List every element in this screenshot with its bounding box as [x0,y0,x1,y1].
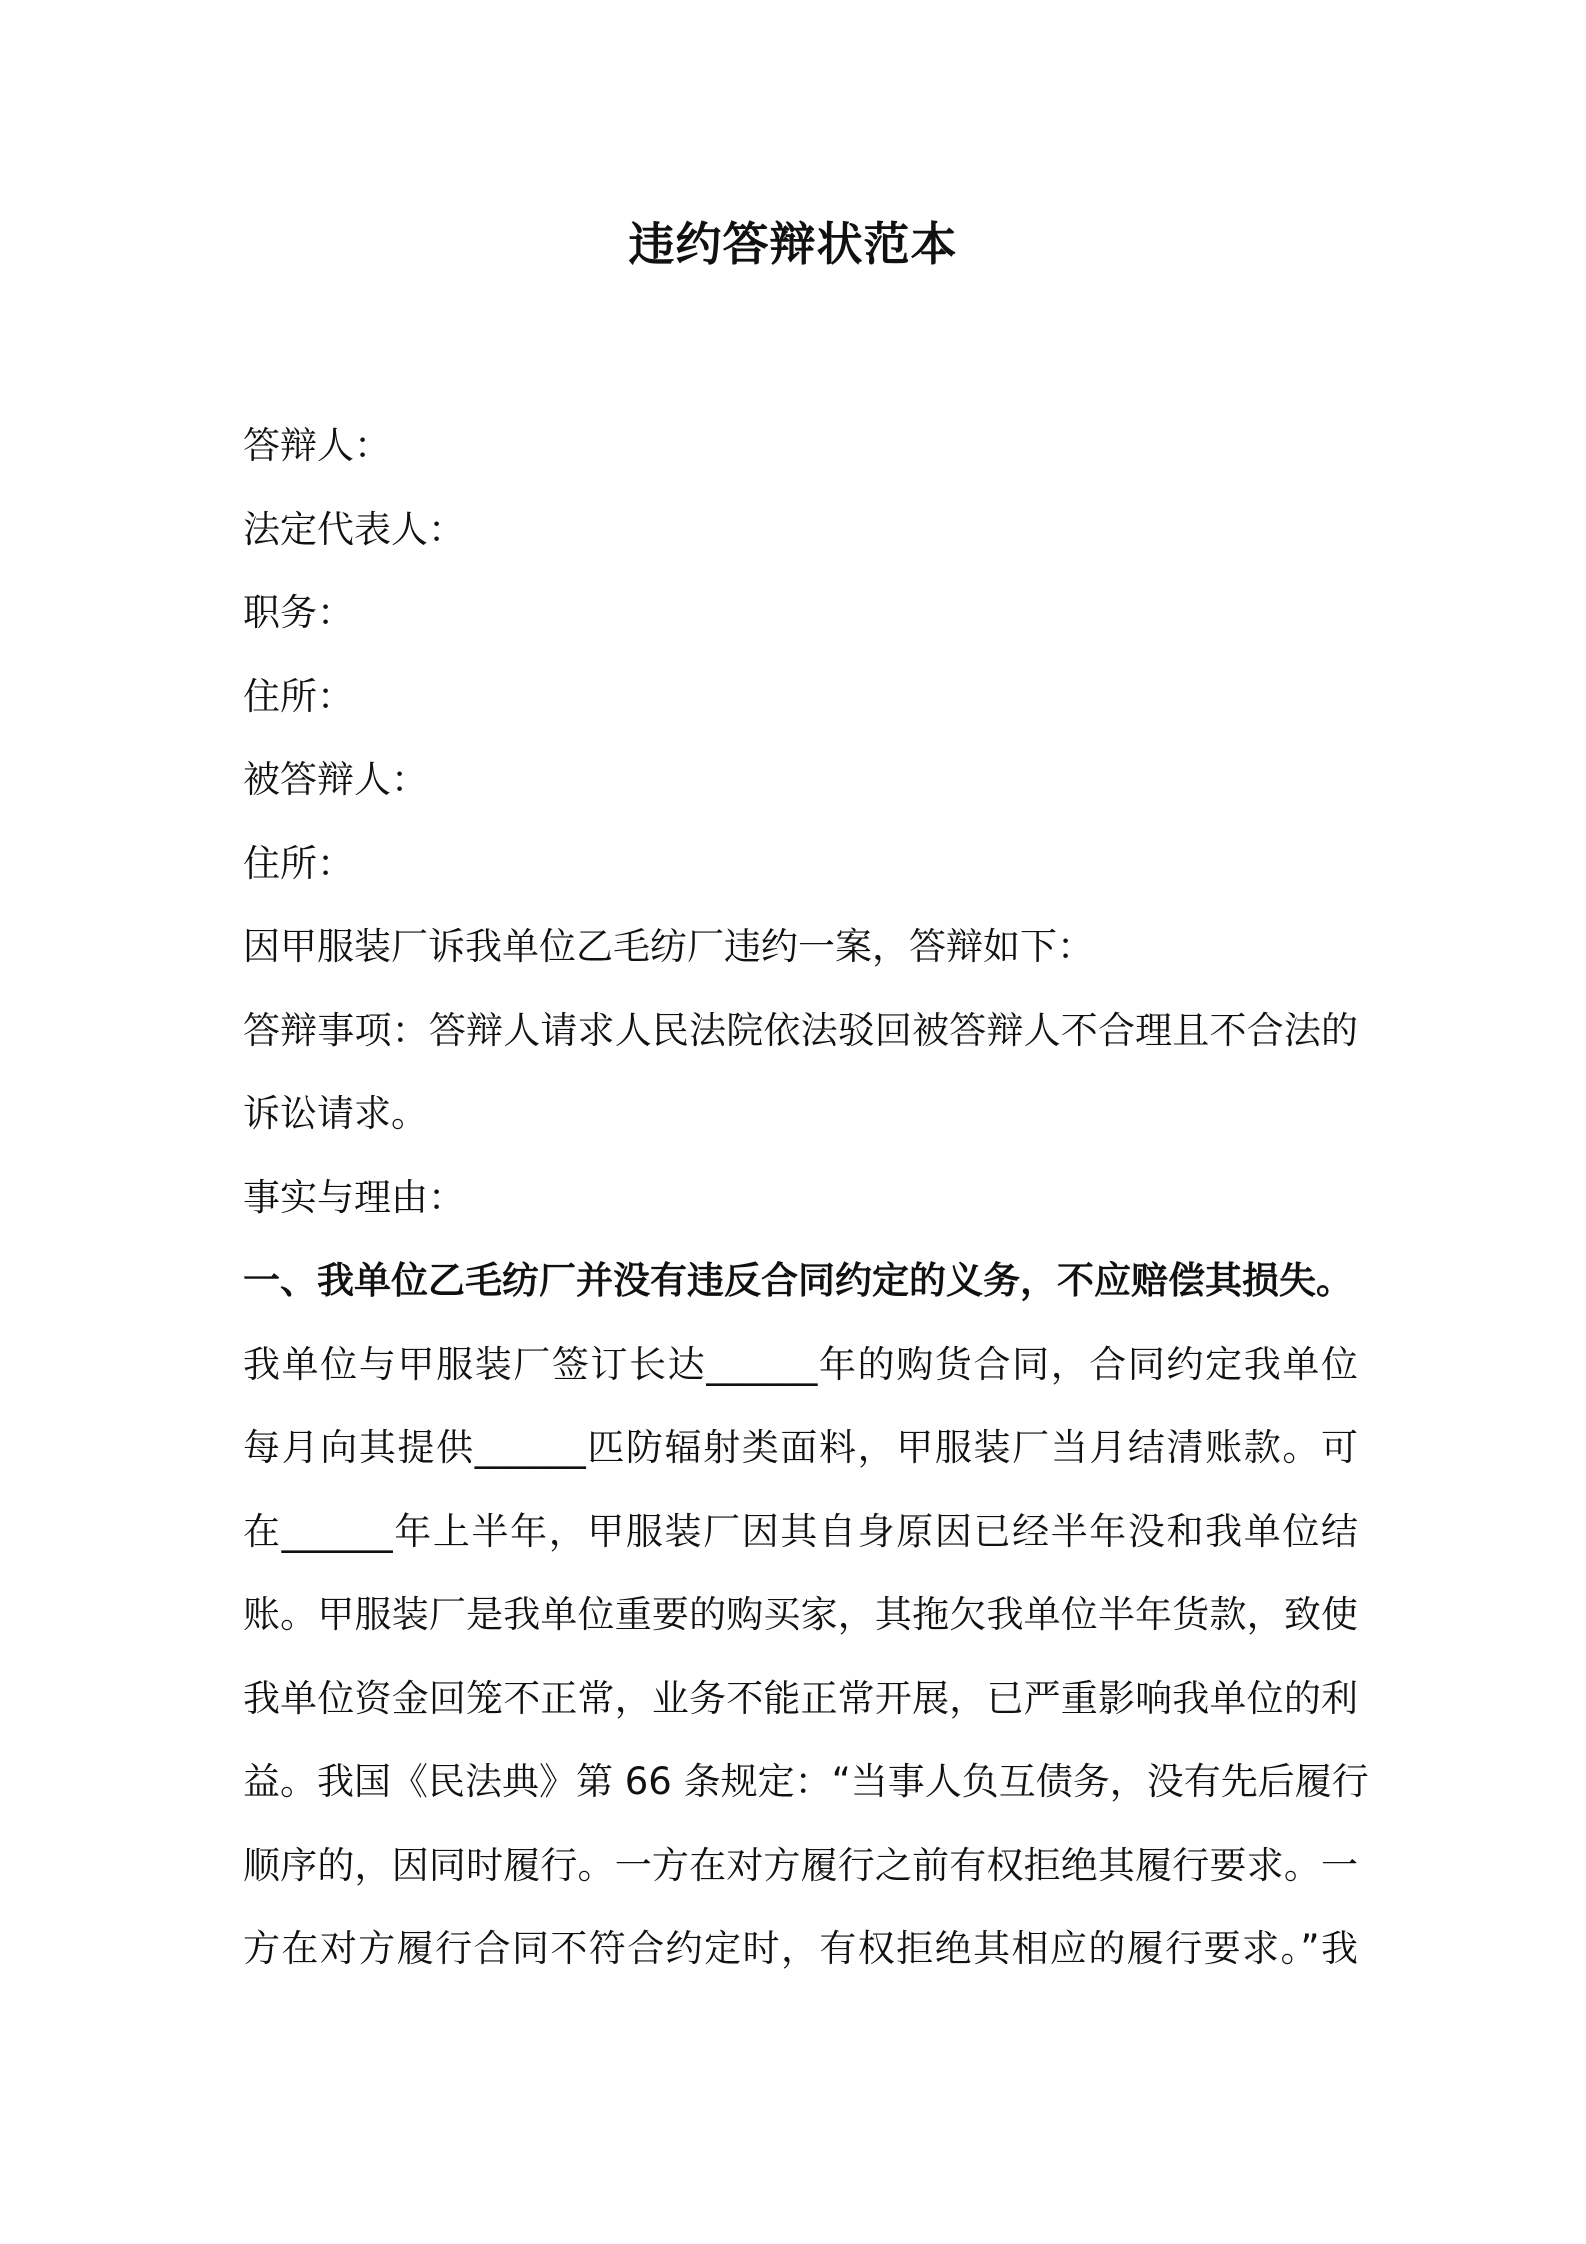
document-title: 违约答辩状范本 [628,217,958,271]
facts-heading: 事实与理由： [243,1175,465,1219]
field-plaintiff: 被答辩人： [243,758,428,801]
field-legal-representative: 法定代表人： [243,507,465,551]
field-plaintiff-address: 住所： [243,841,354,885]
body-line: 每月向其提供______匹防辐射类面料，甲服装厂当月结清账款。可 [243,1426,1358,1469]
field-position: 职务： [243,591,354,634]
field-respondent: 答辩人： [243,424,391,467]
body-line: 在______年上半年，甲服装厂因其自身原因已经半年没和我单位结 [243,1509,1358,1553]
body-line: 我单位与甲服装厂签订长达______年的购货合同，合同约定我单位 [243,1342,1358,1386]
intro-paragraph: 因甲服装厂诉我单位乙毛纺厂违约一案，答辩如下： [243,925,1094,968]
body-line: 方在对方履行合同不符合约定时，有权拒绝其相应的履行要求。”我 [243,1927,1358,1970]
body-line: 顺序的，因同时履行。一方在对方履行之前有权拒绝其履行要求。一 [243,1843,1358,1887]
body-line: 我单位资金回笼不正常，业务不能正常开展，已严重影响我单位的利 [243,1676,1358,1720]
field-respondent-address: 住所： [243,674,354,718]
defense-items-line: 诉讼请求。 [243,1092,428,1135]
body-line: 益。我国《民法典》第 66 条规定：“当事人负互债务，没有先后履行 [243,1760,1369,1803]
document-body [243,404,1369,1991]
body-line: 账。甲服装厂是我单位重要的购买家，其拖欠我单位半年货款，致使 [243,1593,1358,1636]
point-one-heading: 一、我单位乙毛纺厂并没有违反合同约定的义务，不应赔偿其损失。 [243,1259,1353,1302]
defense-items-line: 答辩事项：答辩人请求人民法院依法驳回被答辩人不合理且不合法的 [243,1008,1358,1052]
